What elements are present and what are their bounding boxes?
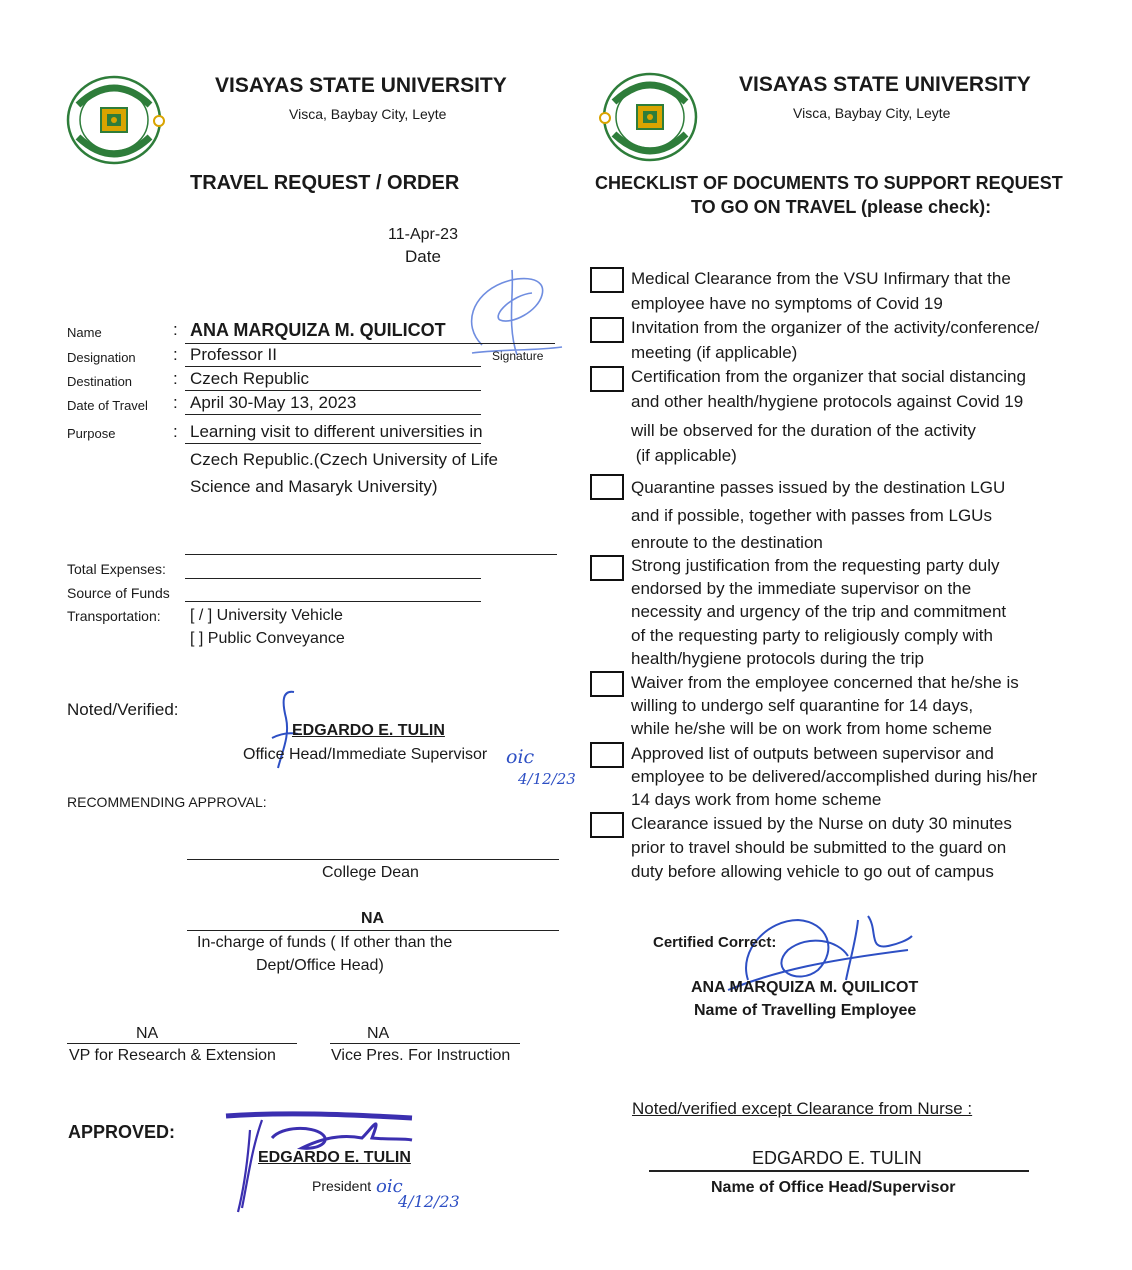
checkbox-waiver[interactable]: [590, 671, 624, 697]
date-label: Date: [405, 247, 441, 266]
purpose-colon: :: [173, 422, 178, 441]
head-caption: Name of Office Head/Supervisor: [711, 1179, 956, 1196]
certified-label: Certified Correct:: [653, 934, 777, 951]
checklist-item-1: Medical Clearance from the VSU Infirmary that the employee have no symptoms of Covid 19: [631, 269, 1011, 313]
purpose-label: Purpose: [67, 426, 116, 441]
checklist-item-4: Quarantine passes issued by the destination LGU and if possible, together with passes from LGUs enroute to the destination: [631, 478, 1006, 552]
vp-instruction-value: NA: [367, 1025, 390, 1042]
president-oic: oic: [376, 1176, 403, 1197]
recommending-label: RECOMMENDING APPROVAL:: [67, 794, 267, 810]
designation-label: Designation: [67, 350, 136, 365]
checklist-item-7: Approved list of outputs between supervisor and employee to be delivered/accomplished during his/her 14 days work from home scheme: [631, 744, 1038, 810]
purpose-line-1: Learning visit to different universities in: [190, 422, 483, 441]
transport-option-public: [ ] Public Conveyance: [190, 630, 345, 647]
supervisor-name: EDGARDO E. TULIN: [292, 722, 445, 739]
checklist-item-3: Certification from the organizer that social distancing and other health/hygiene protocols against Covid 19: [631, 367, 1026, 411]
destination-label: Destination: [67, 374, 133, 389]
transportation-label: Transportation:: [67, 608, 161, 624]
university-seal-icon: [595, 72, 705, 162]
date-travel-label: Date of Travel: [67, 398, 148, 413]
employee-caption: Name of Travelling Employee: [694, 1002, 917, 1019]
incharge-line-2: Dept/Office Head): [256, 957, 384, 974]
date-travel-value: April 30-May 13, 2023: [190, 393, 357, 412]
supervisor-title: Office Head/Immediate Supervisor: [243, 746, 488, 763]
checkbox-invitation[interactable]: [590, 317, 624, 343]
date-value: 11-Apr-23: [388, 226, 458, 243]
handwritten-oic: oic: [506, 746, 535, 768]
university-name: VISAYAS STATE UNIVERSITY: [215, 74, 507, 97]
destination-value: Czech Republic: [190, 369, 310, 388]
handwritten-date: 4/12/23: [518, 770, 576, 788]
checkbox-quarantine-passes[interactable]: [590, 474, 624, 500]
university-seal-icon: [64, 75, 168, 165]
noted-except-label: Noted/verified except Clearance from Nurse :: [632, 1099, 973, 1118]
checklist-title-2: TO GO ON TRAVEL (please check):: [691, 197, 992, 217]
vp-research-label: VP for Research & Extension: [69, 1047, 276, 1064]
approved-label: APPROVED:: [68, 1122, 176, 1142]
head-name: EDGARDO E. TULIN: [752, 1148, 922, 1168]
president-name: EDGARDO E. TULIN: [258, 1149, 411, 1166]
source-funds-label: Source of Funds: [67, 585, 170, 601]
university-address: Visca, Baybay City, Leyte: [289, 106, 447, 122]
name-value: ANA MARQUIZA M. QUILICOT: [190, 320, 446, 340]
employee-name: ANA MARQUIZA M. QUILICOT: [691, 979, 919, 996]
dean-label: College Dean: [322, 864, 419, 881]
checkbox-approved-outputs[interactable]: [590, 742, 624, 768]
date-travel-colon: :: [173, 393, 178, 412]
president-title: President: [312, 1178, 372, 1194]
transport-option-university: [ / ] University Vehicle: [190, 607, 343, 624]
checklist-item-5: Strong justification from the requesting party duly endorsed by the immediate supervisor on the necessity and urgency of the trip and commitment of the requesting party to religiously comply with health/hygiene protocols during the trip: [631, 556, 1007, 668]
president-date: 4/12/23: [398, 1192, 460, 1211]
vp-instruction-label: Vice Pres. For Instruction: [331, 1047, 511, 1064]
vp-research-value: NA: [136, 1025, 159, 1042]
checkbox-medical-clearance[interactable]: [590, 267, 624, 293]
checklist-item-3-cont: will be observed for the duration of the activity (if applicable): [631, 421, 976, 465]
checklist-item-8: Clearance issued by the Nurse on duty 30 minutes prior to travel should be submitted to the guard on duty before allowing vehicle to go out of campus: [631, 814, 1012, 881]
noted-label: Noted/Verified:: [67, 700, 179, 719]
purpose-line-3: Science and Masaryk University): [190, 477, 438, 496]
purpose-line-2: Czech Republic.(Czech University of Life: [190, 450, 499, 469]
university-name-right: VISAYAS STATE UNIVERSITY: [739, 73, 1031, 96]
incharge-line-1: In-charge of funds ( If other than the: [197, 934, 453, 951]
checklist-item-6: Waiver from the employee concerned that he/she is willing to undergo self quarantine for 14 days, while he/she will be on work from home scheme: [631, 673, 1019, 739]
name-colon: :: [173, 320, 178, 339]
destination-colon: :: [173, 369, 178, 388]
checkbox-justification[interactable]: [590, 555, 624, 581]
checkbox-certification[interactable]: [590, 366, 624, 392]
checkbox-nurse-clearance[interactable]: [590, 812, 624, 838]
name-label: Name: [67, 325, 102, 340]
signature-label: Signature: [492, 349, 544, 363]
designation-value: Professor II: [190, 345, 277, 364]
designation-colon: :: [173, 345, 178, 364]
checklist-title-1: CHECKLIST OF DOCUMENTS TO SUPPORT REQUEST: [595, 173, 1063, 193]
signature-ink-icon: [452, 265, 572, 360]
university-address-right: Visca, Baybay City, Leyte: [793, 105, 951, 121]
incharge-value: NA: [361, 910, 385, 927]
total-expenses-label: Total Expenses:: [67, 561, 166, 577]
checklist-item-2: Invitation from the organizer of the activity/conference/ meeting (if applicable): [631, 318, 1040, 362]
form-title: TRAVEL REQUEST / ORDER: [190, 172, 460, 194]
